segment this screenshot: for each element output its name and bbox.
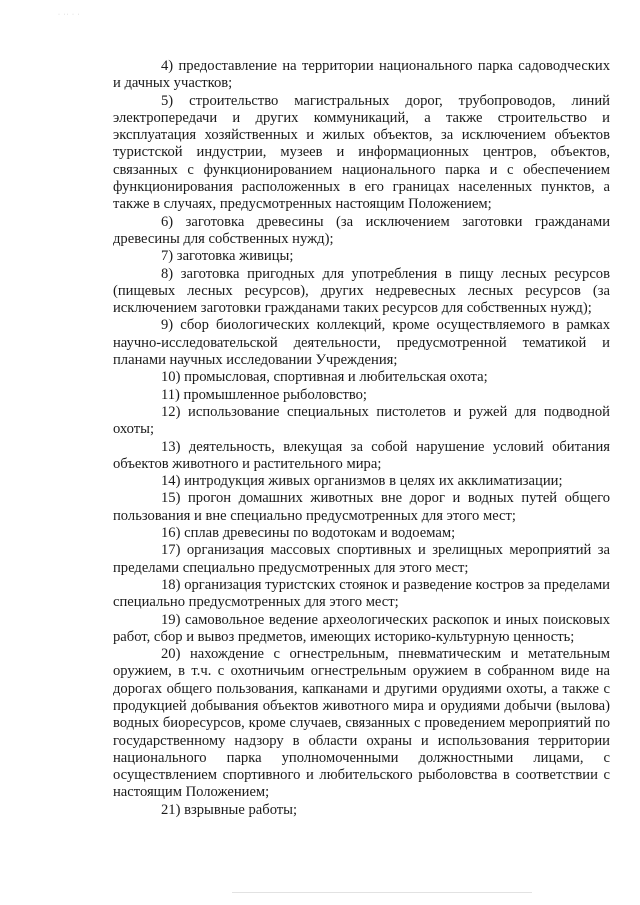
- list-item-15: 15) прогон домашних животных вне дорог и водных путей общего пользования и вне специально предусмотренных для этого мест;: [113, 490, 610, 524]
- list-item-20: 20) нахождение с огнестрельным, пневматическим и метательным оружием, в т.ч. с охотничьим огнестрельным оружием в собранном виде на дорогах общего пользования, капканами и другими орудиями охоты, а также с продукцией добывания объектов животного мира и орудиями добычи (вылова) водных биоресурсов, кроме случаев, связанных с проведением мероприятий по государственному надзору в области охраны и использования территории национального парка уполномоченными должностными лицами, с осуществлением спортивного и любительского рыболовства в соответствии с настоящим Положением;: [113, 646, 610, 801]
- list-item-21: 21) взрывные работы;: [161, 801, 298, 818]
- list-item-6: 6) заготовка древесины (за исключением заготовки гражданами древесины для собственных нужд);: [113, 213, 610, 247]
- list-item-10: 10) промысловая, спортивная и любительская охота;: [161, 369, 488, 386]
- list-item-9: 9) сбор биологических коллекций, кроме осуществляемого в рамках научно-исследовательской деятельности, предусмотренной тематикой и планами научных исследовании Учреждения;: [113, 317, 610, 369]
- list-item-14: 14) интродукция живых организмов в целях их акклиматизации;: [161, 473, 563, 490]
- list-item-5: 5) строительство магистральных дорог, трубопроводов, линий электропередачи и других коммуникаций, а также строительство и эксплуатация хозяйственных и жилых объектов, за исключением объектов туристской индустрии, музеев и информационных центров, объектов, связанных с функционированием национального парка и с обеспечением функционирования расположенных в его границах населенных пунктов, а также в случаях, предусмотренных настоящим Положением;: [113, 92, 610, 213]
- scan-artifact-line: [232, 892, 532, 893]
- list-item-12: 12) использование специальных пистолетов и ружей для подводной охоты;: [113, 403, 610, 438]
- list-item-13: 13) деятельность, влекущая за собой нарушение условий обитания объектов животного и растительного мира;: [113, 438, 610, 472]
- list-item-17: 17) организация массовых спортивных и зрелищных мероприятий за пределами специально предусмотренных для этого мест;: [113, 542, 610, 576]
- list-item-8: 8) заготовка пригодных для употребления в пищу лесных ресурсов (пищевых лесных ресурсов), других недревесных лесных ресурсов (за исключением заготовки гражданами таких ресурсов для собственных нужд);: [113, 265, 610, 317]
- list-item-18: 18) организация туристских стоянок и разведение костров за пределами специально предусмотренных для этого мест;: [113, 576, 610, 611]
- list-item-11: 11) промышленное рыболовство;: [161, 386, 367, 403]
- list-item-4: 4) предоставление на территории национального парка садоводческих и дачных участков;: [113, 58, 610, 92]
- list-item-16: 16) сплав древесины по водотокам и водоемам;: [161, 525, 456, 542]
- list-item-19: 19) самовольное ведение археологических раскопок и иных поисковых работ, сбор и вывоз предметов, имеющих историко-культурную ценность;: [113, 611, 610, 645]
- document-body: [113, 58, 610, 819]
- list-item-7: 7) заготовка живицы;: [161, 248, 294, 265]
- scan-artifact-mark: · ·· · ·: [58, 12, 81, 18]
